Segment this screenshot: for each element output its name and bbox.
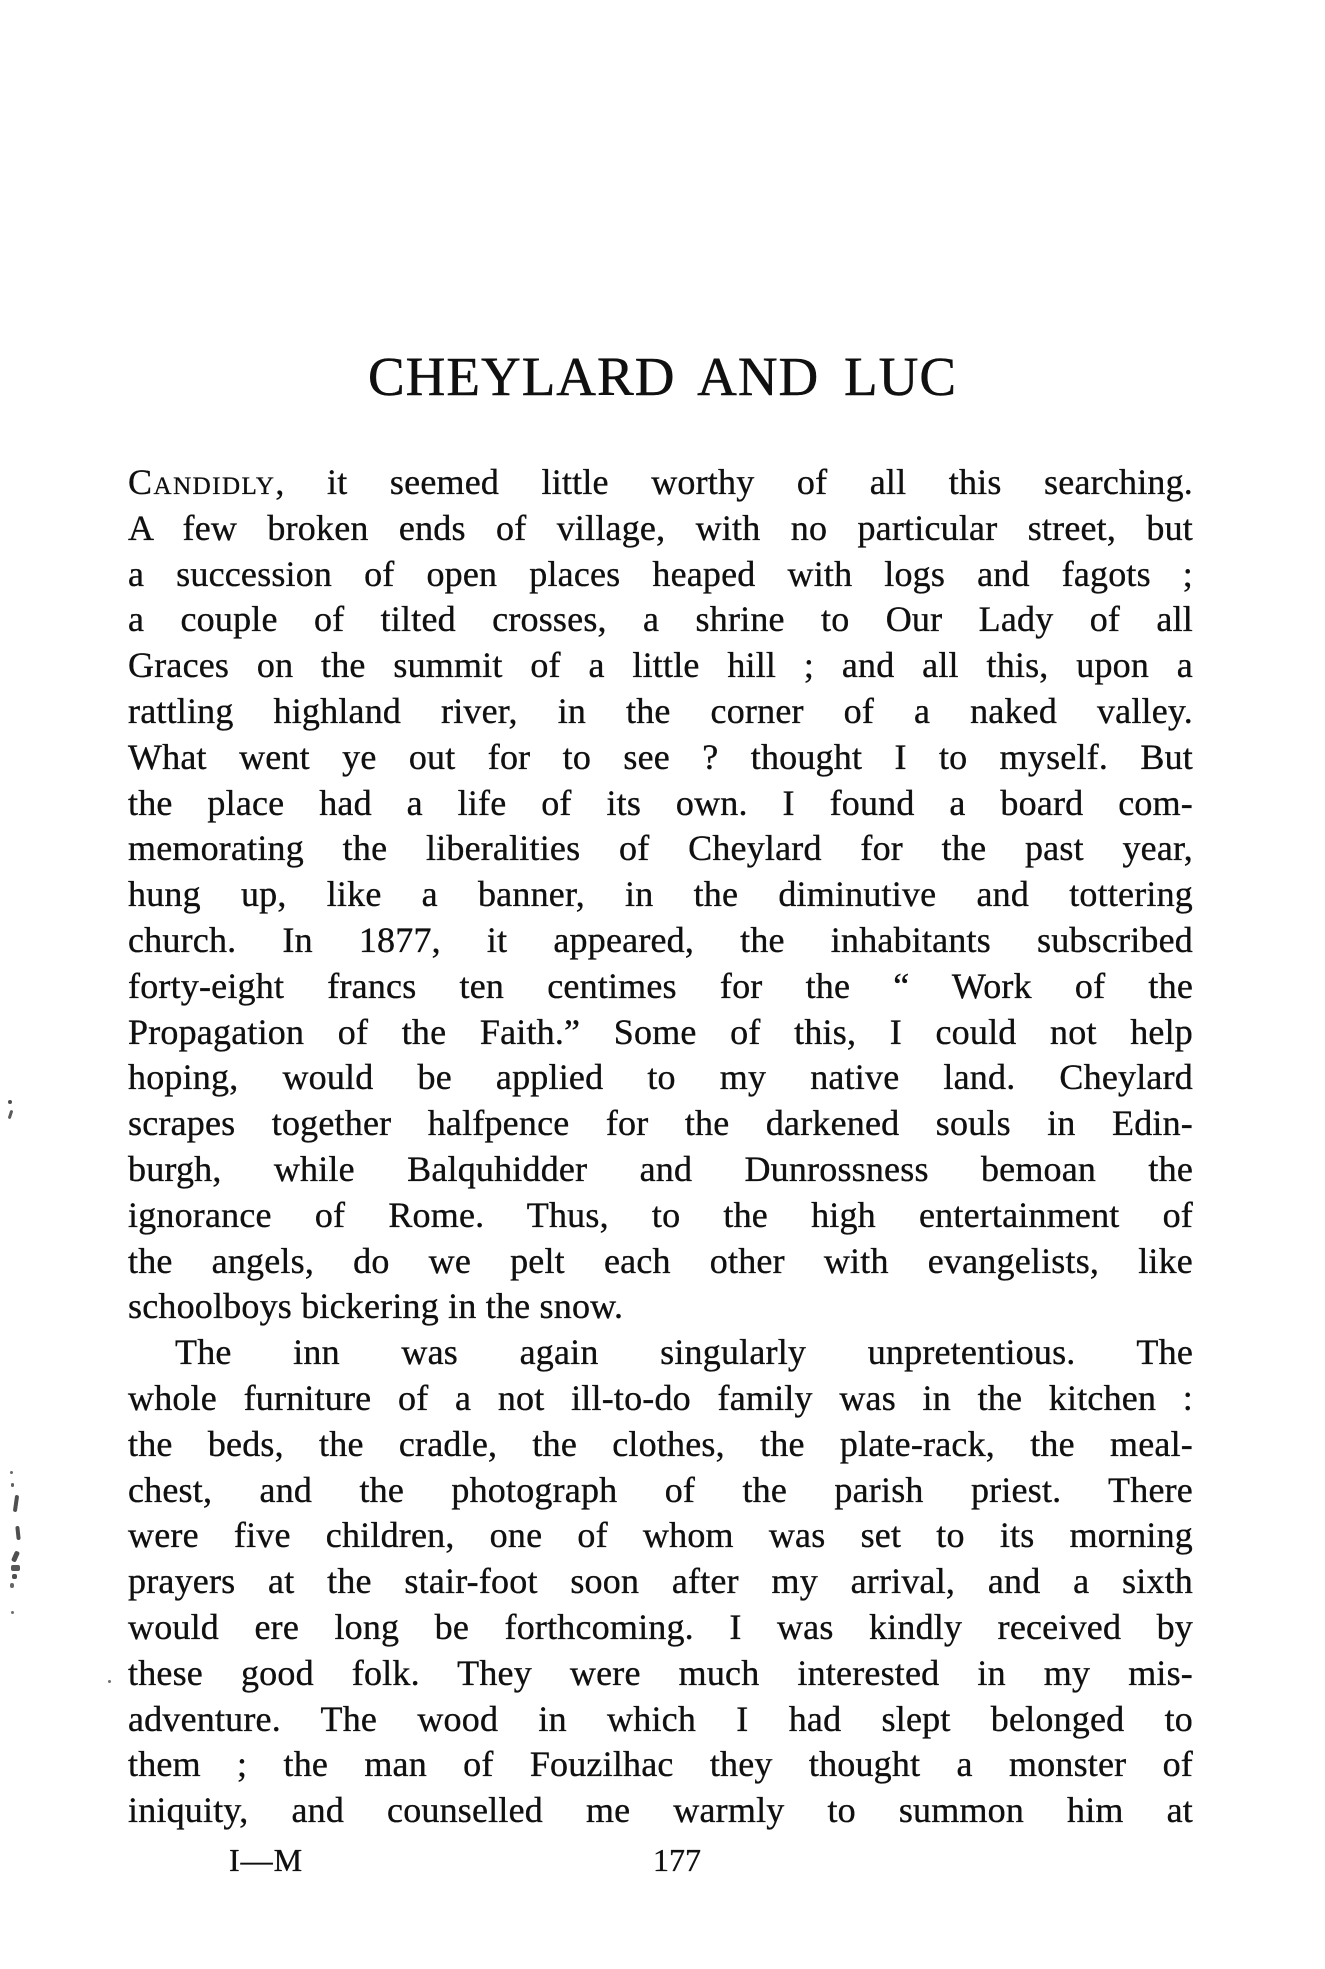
text-line: The inn was again singularly unpretentious. The (175, 1332, 1193, 1373)
text-line: a succession of open places heaped with logs and fagots ; (128, 553, 1193, 594)
text-line: the place had a life of its own. I found a board com- (128, 782, 1193, 823)
text-line: What went ye out for to see ? thought I to myself. But (128, 736, 1193, 777)
text-line: these good folk. They were much interested in my mis- (128, 1652, 1193, 1693)
scan-artifact (11, 1611, 14, 1614)
text-line: ignorance of Rome. Thus, to the high entertainment of (128, 1194, 1193, 1235)
text-line: whole furniture of a not ill-to-do family was in the kitchen : (128, 1377, 1193, 1418)
text-line: the beds, the cradle, the clothes, the plate-rack, the meal- (128, 1423, 1193, 1464)
text-line: hung up, like a banner, in the diminutive and tottering (128, 874, 1193, 915)
text-line: Graces on the summit of a little hill ; and all this, upon a (128, 645, 1193, 686)
text-line: schoolboys bickering in the snow. (128, 1286, 624, 1327)
scan-artifact (8, 1100, 12, 1104)
scan-artifact (10, 1583, 14, 1588)
text-line: them ; the man of Fouzilhac they thought a monster of (128, 1744, 1193, 1785)
text-line: the angels, do we pelt each other with evangelists, like (128, 1240, 1193, 1281)
text-block (128, 460, 1193, 1834)
text-line: Propagation of the Faith.” Some of this, I could not help (128, 1011, 1193, 1052)
text-line: burgh, while Balquhidder and Dunrossness bemoan the (128, 1148, 1193, 1189)
signature-mark: I—M (229, 1842, 304, 1878)
text-line: were five children, one of whom was set to its morning (128, 1515, 1193, 1556)
text-line: iniquity, and counselled me warmly to summon him at (128, 1790, 1193, 1831)
scan-artifact (10, 1471, 13, 1474)
scan-artifact (11, 1483, 14, 1487)
text-line: hoping, would be applied to my native land. Cheylard (128, 1057, 1193, 1098)
scan-artifact (108, 1680, 111, 1683)
scan-artifact (11, 1550, 20, 1562)
page-footer (128, 1840, 1193, 1886)
scan-artifact (12, 1574, 17, 1579)
text-line: chest, and the photograph of the parish priest. There (128, 1469, 1193, 1510)
text-line: A few broken ends of village, with no particular street, but (128, 507, 1193, 548)
chapter-title: CHEYLARD AND LUC (367, 346, 958, 407)
lead-word: Candidly (128, 462, 276, 502)
text-line: memorating the liberalities of Cheylard for the past year, (128, 828, 1193, 869)
text-line: a couple of tilted crosses, a shrine to Our Lady of all (128, 599, 1193, 640)
lead-rest: , it seemed little worthy of all this searching. (275, 462, 1193, 502)
scan-artifact (8, 1110, 14, 1119)
text-line: rattling highland river, in the corner of a naked valley. (128, 690, 1193, 731)
text-line: prayers at the stair-foot soon after my arrival, and a sixth (128, 1561, 1193, 1602)
text-line: adventure. The wood in which I had slept belonged to (128, 1698, 1193, 1739)
text-line: would ere long be forthcoming. I was kindly received by (128, 1606, 1193, 1647)
page-number: 177 (653, 1842, 701, 1878)
scan-artifact (11, 1565, 20, 1571)
scan-artifact (15, 1526, 20, 1540)
text-line: church. In 1877, it appeared, the inhabitants subscribed (128, 919, 1193, 960)
scan-artifact (13, 1495, 19, 1512)
text-line: scrapes together halfpence for the darkened souls in Edin- (128, 1103, 1193, 1144)
text-line (128, 460, 1193, 506)
text-line: forty-eight francs ten centimes for the “ Work of the (128, 965, 1193, 1006)
